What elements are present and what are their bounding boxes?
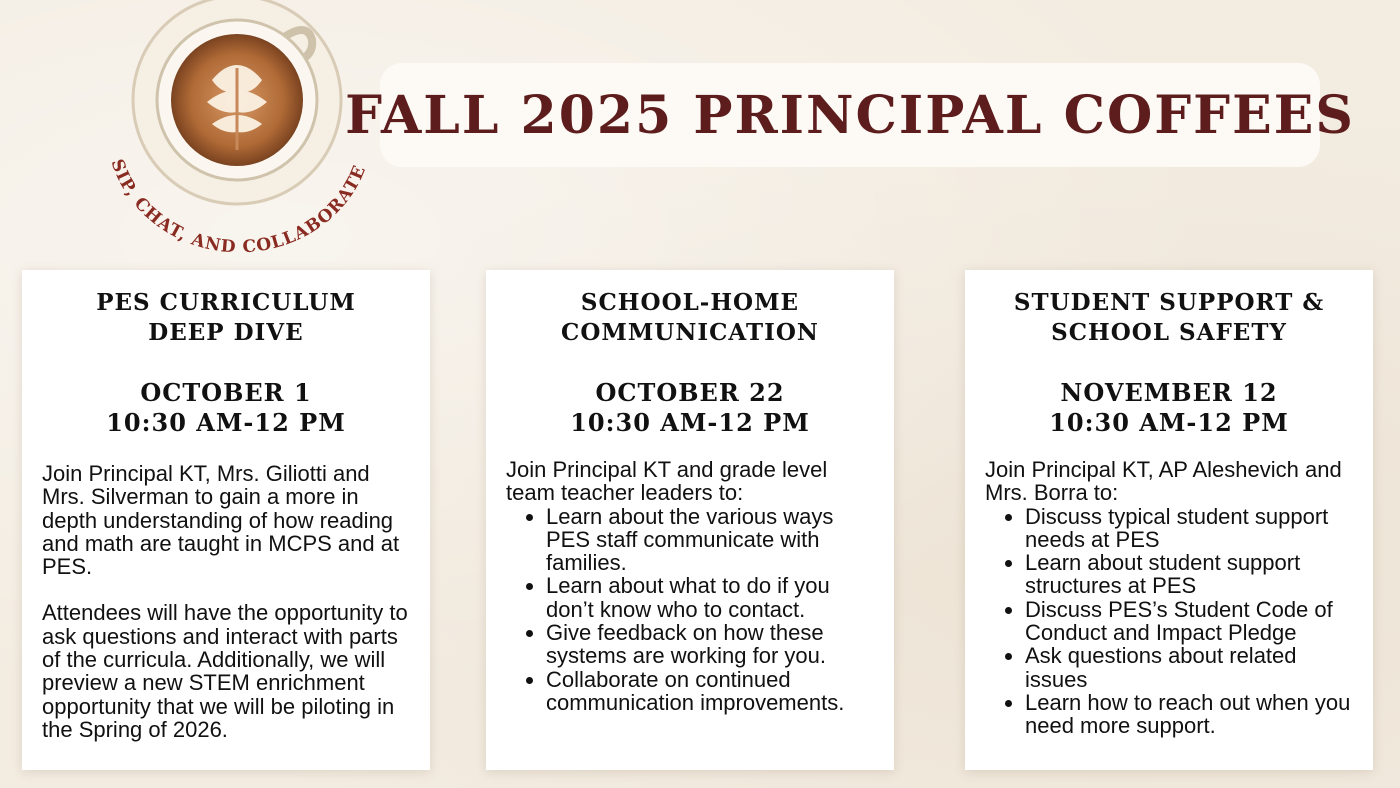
list-item: • Discuss PES’s Student Code of Conduct and Impact Pledge: [1025, 598, 1353, 645]
event-card-communication: [486, 270, 894, 770]
card-intro: Join Principal KT and grade level team teacher leaders to:: [506, 457, 828, 506]
page-title: FALL 2025 PRINCIPAL COFFEES: [345, 84, 1355, 146]
card-title-line: COMMUNICATION: [561, 319, 819, 346]
event-card-curriculum: [22, 270, 430, 770]
title-banner: [345, 63, 1355, 167]
list-item: • Ask questions about related issues: [1025, 644, 1353, 691]
list-item: • Give feedback on how these systems are working for you.: [546, 621, 874, 668]
list-item: • Collaborate on continued communication improvements.: [546, 668, 874, 715]
card-time: 10:30 AM-12 PM: [1049, 408, 1289, 437]
card-bullet-list: [506, 505, 874, 715]
card-date-time: [42, 378, 410, 438]
card-title: [42, 288, 410, 348]
card-date: NOVEMBER 12: [1060, 378, 1278, 407]
list-item: • Learn about the various ways PES staff communicate with families.: [546, 505, 874, 575]
card-time: 10:30 AM-12 PM: [106, 408, 346, 437]
card-title-line: PES CURRICULUM: [96, 289, 356, 316]
event-card-student-support: [965, 270, 1373, 770]
card-date-time: [985, 378, 1353, 438]
card-date: OCTOBER 1: [140, 378, 312, 407]
card-title-line: SCHOOL-HOME: [580, 289, 800, 316]
card-title-line: STUDENT SUPPORT &: [1013, 289, 1325, 316]
card-title: [985, 288, 1353, 348]
card-description: Join Principal KT, Mrs. Giliotti and Mrs. Silverman to gain a more in depth understanding of how reading and math are taught in MCPS and at PES.: [42, 461, 400, 580]
card-date-time: [506, 378, 874, 438]
card-title: [506, 288, 874, 348]
list-item: • Learn about what to do if you don’t know who to contact.: [546, 574, 874, 621]
card-time: 10:30 AM-12 PM: [570, 408, 810, 437]
card-title-line: SCHOOL SAFETY: [1051, 319, 1287, 346]
coffee-cup-logo: [92, 0, 382, 260]
card-date: OCTOBER 22: [595, 378, 785, 407]
card-description: Attendees will have the opportunity to ask questions and interact with parts of the curricula. Additionally, we will preview a new STEM enrichment opportunity that we will be piloting in the Spring of 2026.: [42, 600, 408, 742]
list-item: • Learn how to reach out when you need more support.: [1025, 691, 1353, 738]
list-item: • Discuss typical student support needs at PES: [1025, 505, 1353, 552]
logo-tagline: SIP, CHAT, AND COLLABORATE: [106, 156, 371, 258]
card-intro: Join Principal KT, AP Aleshevich and Mrs. Borra to:: [985, 457, 1342, 506]
card-bullet-list: [985, 505, 1353, 738]
card-title-line: DEEP DIVE: [148, 319, 304, 346]
list-item: • Learn about student support structures at PES: [1025, 551, 1353, 598]
